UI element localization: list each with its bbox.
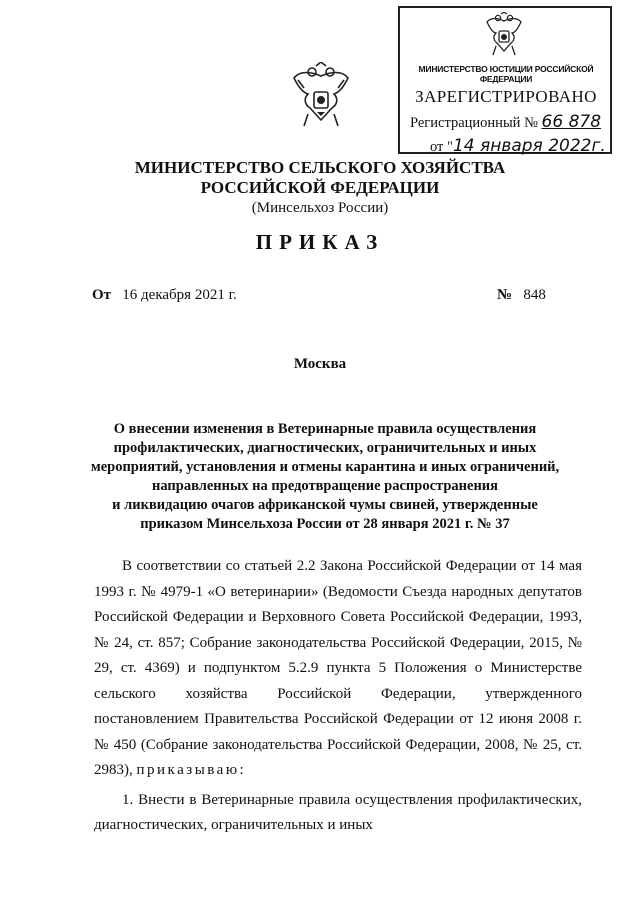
order-title-line: приказом Минсельхоза России от 28 января 2021 г. № 37 <box>140 516 510 532</box>
order-date-line <box>92 287 237 304</box>
ministry-name-line1: МИНИСТЕРСТВО СЕЛЬСКОГО ХОЗЯЙСТВА <box>134 158 506 177</box>
stamp-date-handwritten: 14 января 2022г. <box>452 136 606 156</box>
prikazyvayu-word: приказываю: <box>136 762 247 778</box>
document-type: ПРИКАЗ <box>255 230 385 254</box>
order-title-line: и ликвидацию очагов африканской чумы свиней, утвержденные <box>112 497 538 513</box>
order-title-line: О внесении изменения в Ветеринарные правила осуществления <box>113 421 537 437</box>
stamp-registration-number: 66 878 <box>541 112 602 132</box>
order-date: 16 декабря 2021 г. <box>122 287 237 303</box>
order-number: 848 <box>523 287 546 303</box>
body-paragraph-1 <box>94 554 582 784</box>
stamp-registration-label: Регистрационный № <box>410 115 538 131</box>
stamp-ministry-label: МИНИСТЕРСТВО ЮСТИЦИИ РОССИЙСКОЙ ФЕДЕРАЦИИ <box>418 64 594 84</box>
body-paragraph-2: 1. Внести в Ветеринарные правила осуществления профилактических, диагностических, ограничительных и иных <box>94 791 582 833</box>
stamp-registration-line <box>410 112 601 132</box>
body-paragraph-1-text: В соответствии со статьей 2.2 Закона Российской Федерации от 14 мая 1993 г. № 4979-1 «О ветеринарии» (Ведомости Съезда народных депутатов Российской Федерации и Верховного Совета Российской Федерации, 1993, № 24, ст. 857; Собрание законодательства Российской Федерации, 2015, № 29, ст. 4369) и подпунктом 5.2.9 пункта 5 Положения о Министерстве сельского хозяйства Российской Федерации, утвержденного постановлением Правительства Российской Федерации от 12 июня 2008 г. № 450 (Собрание законодательства Российской Федерации, 2008, № 25, ст. 2983), <box>94 558 582 778</box>
order-title-line: профилактических, диагностических, ограничительных и иных <box>113 440 537 456</box>
stamp-coat-of-arms-icon <box>484 12 524 58</box>
order-title-line: мероприятий, установления и отмены карантина и иных ограничений, <box>90 459 560 475</box>
city: Москва <box>293 356 347 372</box>
stamp-date-line <box>430 136 606 156</box>
stamp-date-prefix: от " <box>430 139 453 155</box>
registration-stamp <box>398 6 612 154</box>
order-number-line <box>497 287 546 304</box>
order-body <box>94 554 582 839</box>
order-title-line: направленных на предотвращение распространения <box>151 478 498 494</box>
order-date-label: От <box>92 287 112 303</box>
order-title <box>80 420 570 534</box>
stamp-registered-label: ЗАРЕГИСТРИРОВАНО <box>415 87 597 106</box>
coat-of-arms-icon <box>290 62 352 132</box>
order-number-label: № <box>497 287 513 303</box>
ministry-short-name: (Минсельхоз России) <box>251 200 389 216</box>
ministry-name-line2: РОССИЙСКОЙ ФЕДЕРАЦИИ <box>200 178 440 197</box>
